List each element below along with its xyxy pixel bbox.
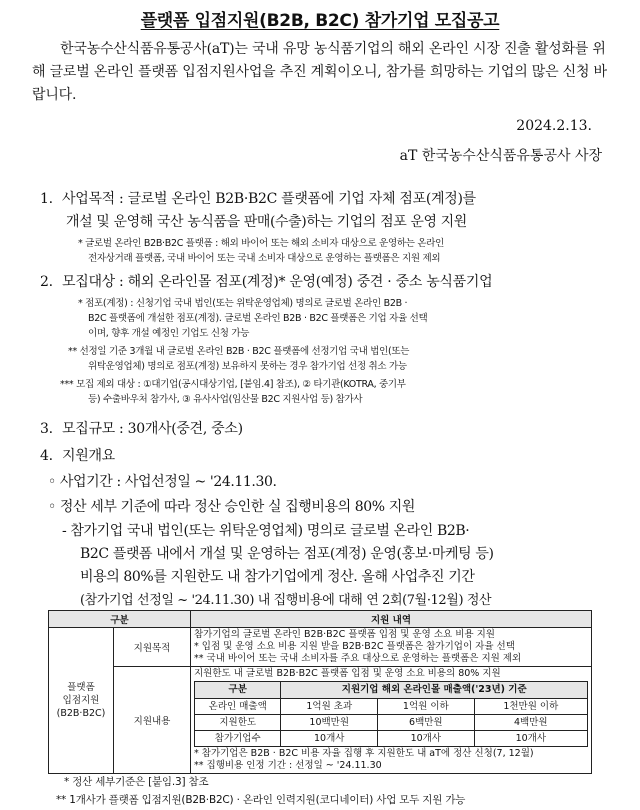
inner-row-count: [195, 731, 588, 747]
support-note-1: * 참가기업은 B2B · B2C 비용 자율 집행 후 지원한도 내 aT에 정산 신청(7, 12월): [194, 748, 534, 759]
inner-cell: 1억원 이하: [378, 699, 475, 715]
section-1-note1: * 글로벌 온라인 B2B·B2C 플랫폼 : 해외 바이어 또는 해외 소비자 대상으로 운영하는 온라인: [78, 238, 444, 249]
table-row-purpose-label: 지원목적: [114, 628, 191, 667]
section-1-number: 1.: [40, 191, 53, 207]
section-4-bullet-period: ◦ 사업기간 : 사업선정일 ~ '24.11.30.: [48, 474, 277, 490]
inner-row-sales: [195, 699, 588, 715]
section-2-note3b: 등) 수출바우처 참가사, ③ 유사사업(임산물 B2C 지원사업 등) 참가사: [88, 394, 363, 405]
inner-cell: 10개사: [281, 731, 378, 747]
table-header-category: 구분: [49, 611, 191, 628]
inner-cell: 10백만원: [281, 715, 378, 731]
inner-row-limit: [195, 715, 588, 731]
inner-header-basis: 지원기업 해외 온라인몰 매출액('23년) 기준: [281, 682, 588, 699]
table-row-purpose: [49, 628, 592, 667]
section-4-heading: [40, 445, 620, 468]
inner-cell: 10개사: [378, 731, 475, 747]
inner-header-category: 구분: [195, 682, 281, 699]
support-note-2: ** 집행비용 인정 기간 : 선정일 ~ '24.11.30: [194, 760, 382, 771]
inner-cell: 지원한도: [195, 715, 281, 731]
table-row-purpose-content: [191, 628, 592, 667]
support-top-line: 지원한도 내 글로벌 B2B·B2C 플랫폼 입점 및 운영 소요 비용의 80% 지원: [194, 668, 501, 679]
inner-cell: 1억원 초과: [281, 699, 378, 715]
section-4-detail-3: 비용의 80%를 지원한도 내 참가기업에게 정산. 올해 사업추진 기간: [80, 569, 475, 585]
section-2-note1a: * 점포(계정) : 신청기업 국내 법인(또는 위탁운영업체) 명의로 글로벌 온라인 B2B ·: [78, 298, 408, 309]
purpose-line-3: ** 국내 바이어 또는 국내 소비자를 주요 대상으로 운영하는 플랫폼은 지원 제외: [194, 653, 522, 664]
inner-cell: 1천만원 이하: [474, 699, 587, 715]
section-3-line1: 모집규모 : 30개사(중견, 중소): [62, 421, 243, 437]
section-1-note2: 전자상거래 플랫폼, 국내 바이어 또는 국내 소비자 대상으로 운영하는 플랫폼은 지원 제외: [88, 253, 441, 264]
inner-cell: 참가기업수: [195, 731, 281, 747]
table-row-support-content: [191, 667, 592, 774]
intro-paragraph: 한국농수산식품유통공사(aT)는 국내 유망 농식품기업의 해외 온라인 시장 진출 활성화를 위해 글로벌 온라인 플랫폼 입점지원사업을 추진 계획이오니, 참가를 희망하는 기업의 많은 신청 바랍니다.: [32, 41, 607, 103]
section-4-bullet-settlement: ◦ 정산 세부 기준에 따라 정산 승인한 실 집행비용의 80% 지원: [48, 499, 416, 515]
inner-cell: 4백만원: [474, 715, 587, 731]
page-title: 플랫폼 입점지원(B2B, B2C) 참가기업 모집공고: [140, 11, 500, 31]
section-2-heading: [40, 271, 620, 294]
section-4-detail-1: - 참가기업 국내 법인(또는 위탁운영업체) 명의로 글로벌 온라인 B2B·: [62, 523, 470, 539]
table-row-support: [49, 667, 592, 774]
section-2-note2a: ** 선정일 기준 3개월 내 글로벌 온라인 B2B · B2C 플랫폼에 선정기업 국내 법인(또는: [68, 346, 410, 357]
section-4-detail-2: B2C 플랫폼 내에서 개설 및 운영하는 점포(계정) 운영(홍보·마케팅 등): [80, 546, 494, 562]
announcement-date: 2024.2.13.: [516, 118, 592, 134]
section-2-note3a: *** 모집 제외 대상 : ①대기업(공시대상기업, [붙임.4] 참조), ② 타기관(KOTRA, 중기부: [60, 379, 406, 390]
section-4-line1: 지원개요: [62, 448, 115, 464]
section-2-note1b: B2C 플랫폼에 개설한 점포(계정). 글로벌 온라인 B2B · B2C 플랫폼은 기업 자율 선택: [88, 313, 428, 324]
table-header-row: [49, 611, 592, 628]
support-table: [48, 610, 592, 774]
section-4-detail-4: (참가기업 선정일 ~ '24.11.30) 내 집행비용에 대해 연 2회(7월·12월) 정산: [80, 593, 492, 608]
inner-header-row: [195, 682, 588, 699]
section-4-number: 4.: [40, 448, 53, 464]
inner-cell: 온라인 매출액: [195, 699, 281, 715]
section-1-line1: 사업목적 : 글로벌 온라인 B2B·B2C 플랫폼에 기업 자체 점포(계정)를: [62, 191, 476, 207]
section-1-heading: [40, 188, 620, 211]
inner-cell: 10개사: [474, 731, 587, 747]
footer-note-2: ** 1개사가 플랫폼 입점지원(B2B·B2C) · 온라인 인력지원(코디네이터) 사업 모두 지원 가능: [56, 794, 466, 806]
table-row-support-label: 지원내용: [114, 667, 191, 774]
table-header-details: 지원 내역: [191, 611, 592, 628]
support-limit-table: [194, 681, 588, 747]
issuer-signature: aT 한국농수산식품유통공사 사장: [399, 148, 602, 164]
inner-cell: 6백만원: [378, 715, 475, 731]
section-2-note1c: 이며, 향후 개설 예정인 기업도 신청 가능: [88, 328, 250, 339]
section-1-line2: 개설 및 운영해 국산 농식품을 판매(수출)하는 기업의 점포 운영 지원: [66, 214, 467, 230]
purpose-line-2: * 입점 및 운영 소요 비용 지원 받을 B2B·B2C 플랫폼은 참가기업이 자율 선택: [194, 641, 515, 652]
section-3-number: 3.: [40, 421, 53, 437]
table-row-group-label: 플랫폼 입점지원 (B2B·B2C): [49, 628, 114, 774]
section-2-line1: 모집대상 : 해외 온라인몰 점포(계정)* 운영(예정) 중견 · 중소 농식품기업: [62, 274, 493, 290]
purpose-line-1: 참가기업의 글로벌 온라인 B2B·B2C 플랫폼 입점 및 운영 소요 비용 지원: [194, 629, 495, 640]
footer-note-1: * 정산 세부기준은 [붙임.3] 참조: [64, 776, 209, 788]
section-3-heading: [40, 418, 620, 441]
section-2-note2b: 위탁운영업체) 명의로 점포(계정) 보유하지 못하는 경우 참가기업 선정 취소 가능: [88, 361, 407, 372]
section-2-number: 2.: [40, 274, 53, 290]
